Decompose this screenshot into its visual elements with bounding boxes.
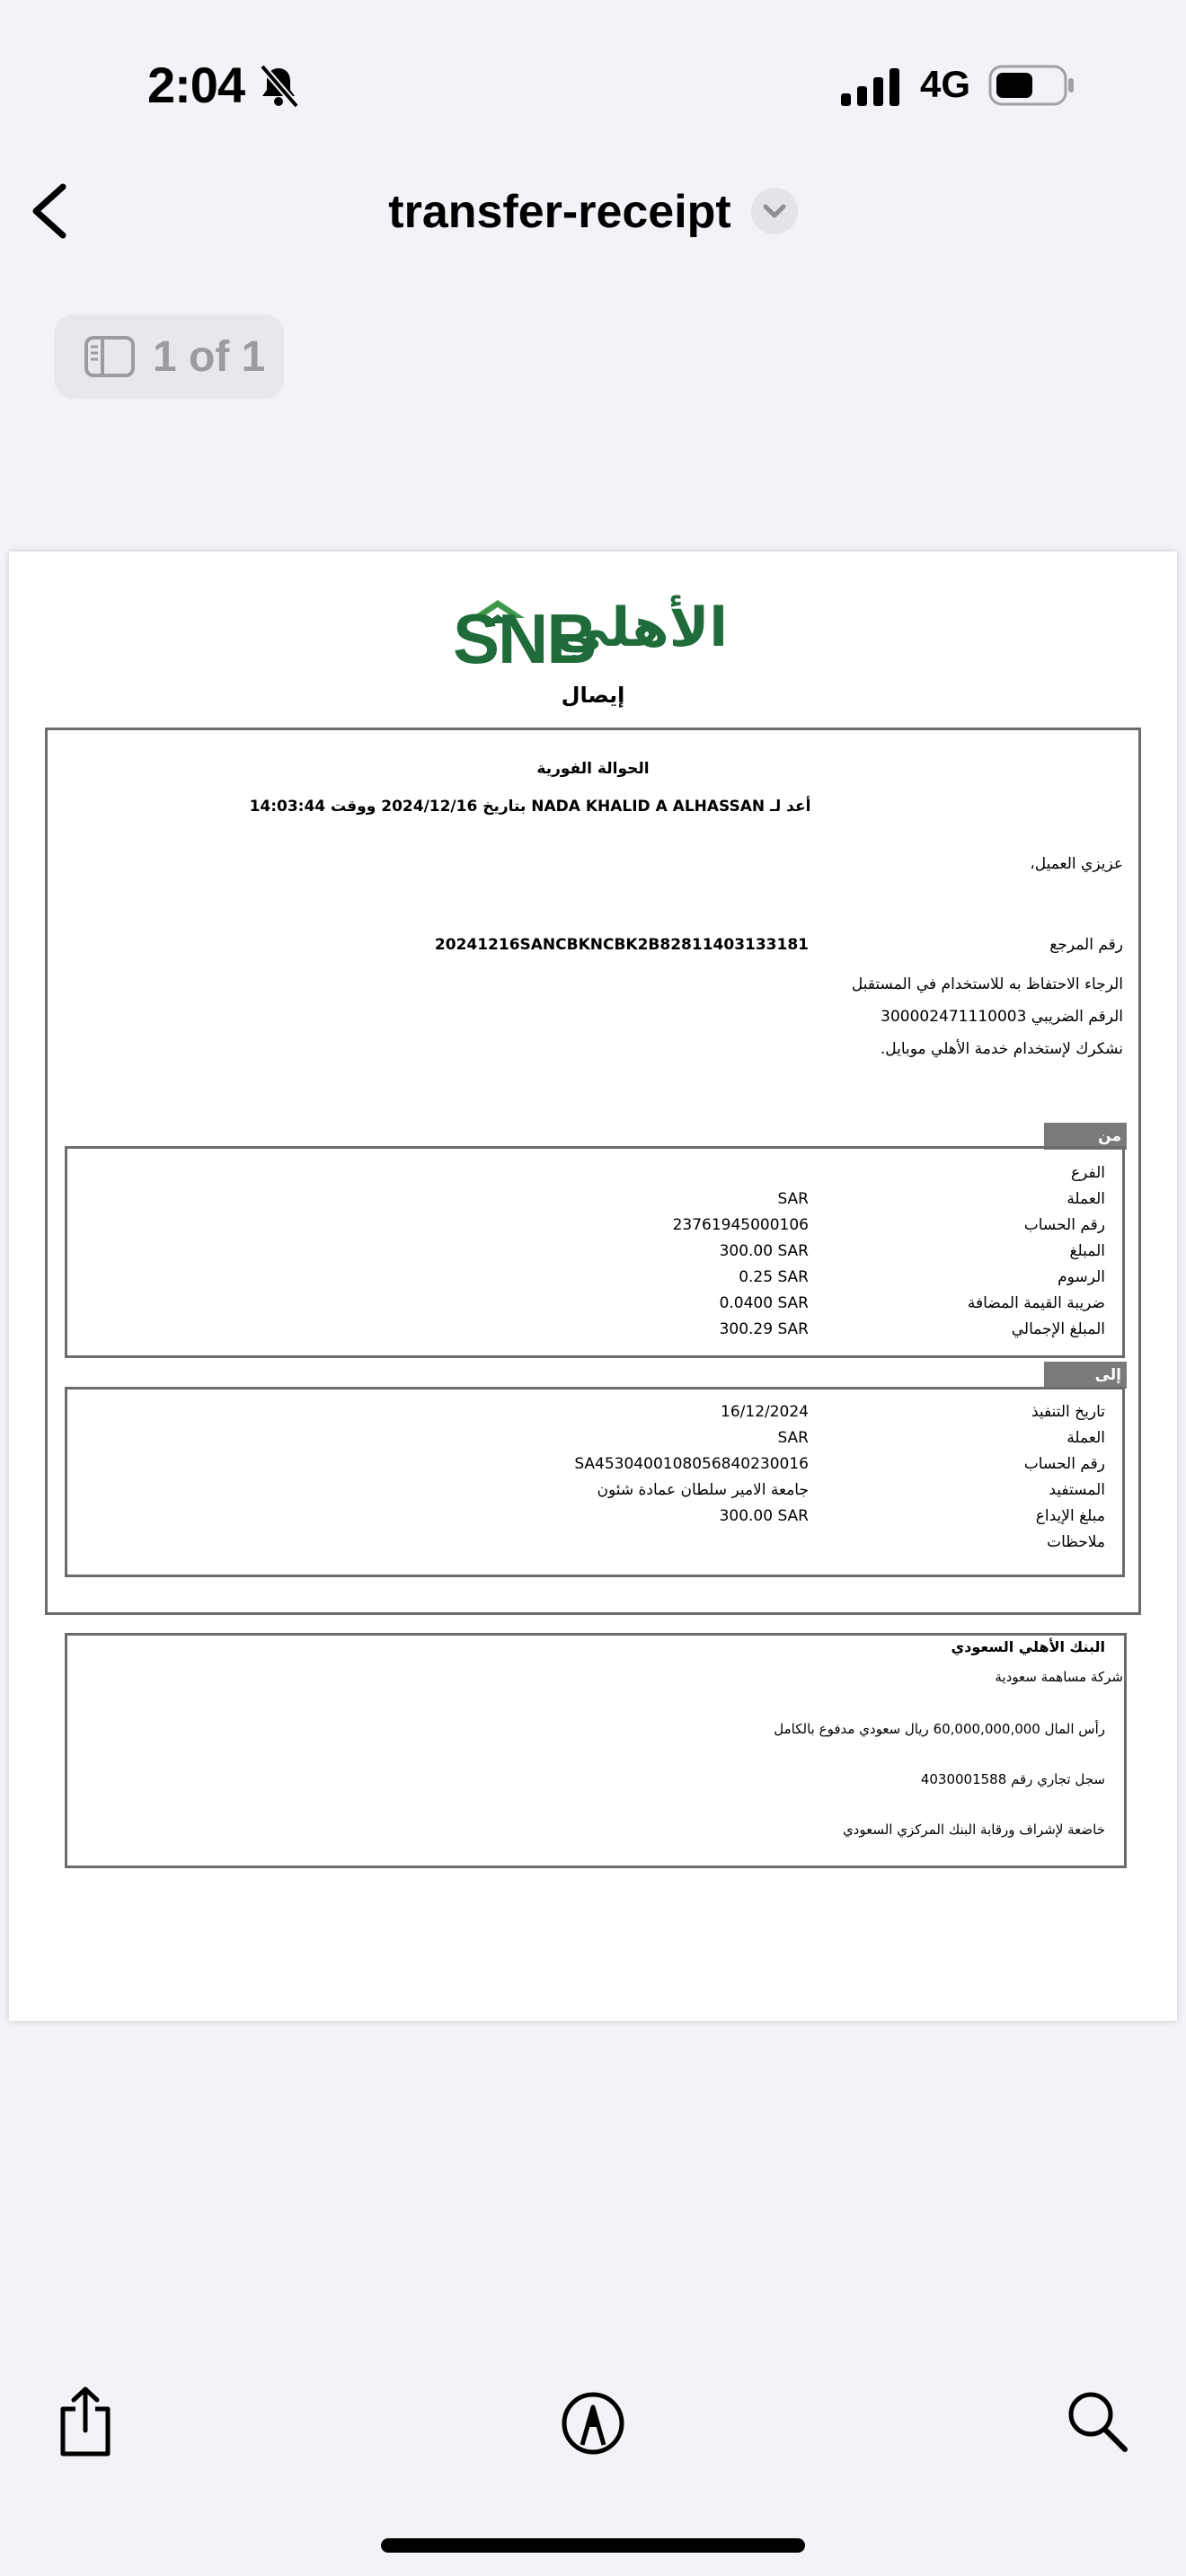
pdf-page [9, 551, 1177, 2021]
from-tab: من [1044, 1123, 1127, 1150]
tax-number: الرقم الضريبي 300002471110003 [881, 1008, 1123, 1026]
regulation-line: خاضعة لإشراف ورقابة البنك المركزي السعودي [842, 1822, 1105, 1838]
field-label: رقم الحساب [1023, 1216, 1105, 1234]
field-value: 300.29 SAR [719, 1320, 809, 1338]
document-title-label: transfer-receipt [388, 186, 731, 238]
capital-line: رأس المال 60,000,000,000 ريال سعودي مدفوع بالكامل [774, 1721, 1105, 1737]
company-type: شركة مساهمة سعودية [995, 1669, 1123, 1685]
field-label: المستفيد [1049, 1481, 1105, 1499]
page-indicator-label: 1 of 1 [153, 333, 266, 381]
field-value: 300.00 SAR [719, 1242, 809, 1260]
to-tab: إلى [1044, 1362, 1127, 1389]
keep-note: الرجاء الاحتفاظ به للاستخدام في المستقبل [851, 975, 1123, 993]
logo-arabic: الأهلي [554, 596, 728, 659]
transfer-type-heading: الحوالة الفورية [536, 760, 650, 778]
field-label: تاريخ التنفيذ [1031, 1403, 1105, 1421]
field-value: جامعة الامير سلطان عمادة شئون [597, 1481, 809, 1499]
field-label: العملة [1067, 1429, 1105, 1447]
field-label: الرسوم [1058, 1268, 1105, 1286]
bell-slash-icon [255, 63, 302, 110]
document-title[interactable] [0, 185, 1186, 239]
field-label: الفرع [1070, 1164, 1105, 1182]
field-value: 300.00 SAR [719, 1507, 809, 1525]
signal-icon [839, 68, 902, 106]
reference-value: 20241216SANCBKNCBK2B82811403133181 [434, 936, 809, 954]
field-value: 23761945000106 [672, 1216, 809, 1234]
field-value: SAR [777, 1190, 809, 1208]
field-value: 0.0400 SAR [719, 1294, 809, 1312]
thanks-note: نشكرك لإستخدام خدمة الأهلي موبايل. [880, 1040, 1123, 1058]
field-label: ملاحظات [1047, 1533, 1105, 1551]
prepared-for-line: أعد لـ NADA KHALID A ALHASSAN بتاريخ 2024/12/16 ووقت 14:03:44 [249, 798, 811, 816]
greeting: عزيزي العميل، [1030, 855, 1123, 873]
battery-icon [988, 65, 1075, 106]
field-label: المبلغ الإجمالي [1011, 1320, 1105, 1338]
field-label: المبلغ [1069, 1242, 1105, 1260]
home-indicator[interactable] [381, 2538, 805, 2553]
logo-latin: SNB [453, 599, 596, 678]
field-value: 0.25 SAR [739, 1268, 809, 1286]
field-label: مبلغ الإيداع [1035, 1507, 1105, 1525]
markup-icon[interactable] [561, 2391, 625, 2456]
chevron-down-icon[interactable] [751, 188, 798, 234]
search-icon[interactable] [1066, 2389, 1128, 2454]
bank-name: البنك الأهلي السعودي [951, 1638, 1105, 1655]
field-value: SA4530400108056840230016 [574, 1455, 809, 1473]
field-value: 16/12/2024 [721, 1403, 809, 1421]
status-time: 2:04 [147, 57, 245, 113]
page-indicator-button[interactable] [54, 314, 284, 399]
sidebar-icon [84, 336, 135, 377]
share-icon[interactable] [56, 2386, 115, 2457]
field-label: العملة [1067, 1190, 1105, 1208]
field-value: SAR [777, 1429, 809, 1447]
network-label: 4G [920, 63, 971, 105]
reference-label: رقم المرجع [1049, 936, 1123, 954]
field-label: رقم الحساب [1023, 1455, 1105, 1473]
receipt-title: إيصال [561, 683, 625, 708]
field-label: ضريبة القيمة المضافة [967, 1294, 1105, 1312]
commercial-registration: سجل تجاري رقم 4030001588 [920, 1771, 1105, 1787]
